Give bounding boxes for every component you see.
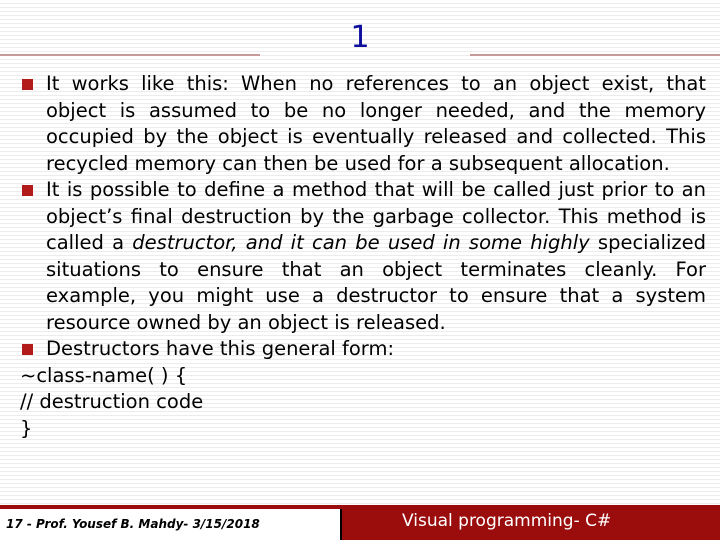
slide-title: 1 <box>350 20 370 55</box>
title-rule-left <box>0 54 260 56</box>
code-line: } <box>20 416 33 440</box>
title-rule-right <box>470 54 720 56</box>
bullet-text: specialized situations to ensure that an object terminates cleanly. For example, you might use a destructor to ensure that a system resource owned by an object is released. <box>46 231 706 334</box>
slide-content <box>18 71 706 442</box>
bullet-item <box>18 336 706 363</box>
bullet-text: It works like this: When no references to an object exist, that object is assumed to be no longer needed, and the memory occupied by the object is eventually released and collected. This recycled memory can then be used for a subsequent allocation. <box>46 72 706 175</box>
code-line: // destruction code <box>20 390 204 413</box>
bullet-item <box>18 71 706 177</box>
code-line: ~class-name( ) { <box>20 363 188 387</box>
footer-author-date: 17 - Prof. Yousef B. Mahdy- 3/15/2018 <box>6 517 260 531</box>
bullet-text: Destructors have this general form: <box>46 337 395 360</box>
square-bullet-icon <box>22 344 33 355</box>
square-bullet-icon <box>22 185 33 196</box>
bullet-italic-text: destructor, and it can be used in some highly <box>132 231 590 254</box>
bullet-item <box>18 177 706 336</box>
square-bullet-icon <box>22 79 33 90</box>
footer-course-title: Visual programming- C# <box>402 511 612 531</box>
bullet-text: It is possible to define a method that will be called just prior to an object’s final destruction by the garbage collector. This method is called a <box>46 178 706 254</box>
